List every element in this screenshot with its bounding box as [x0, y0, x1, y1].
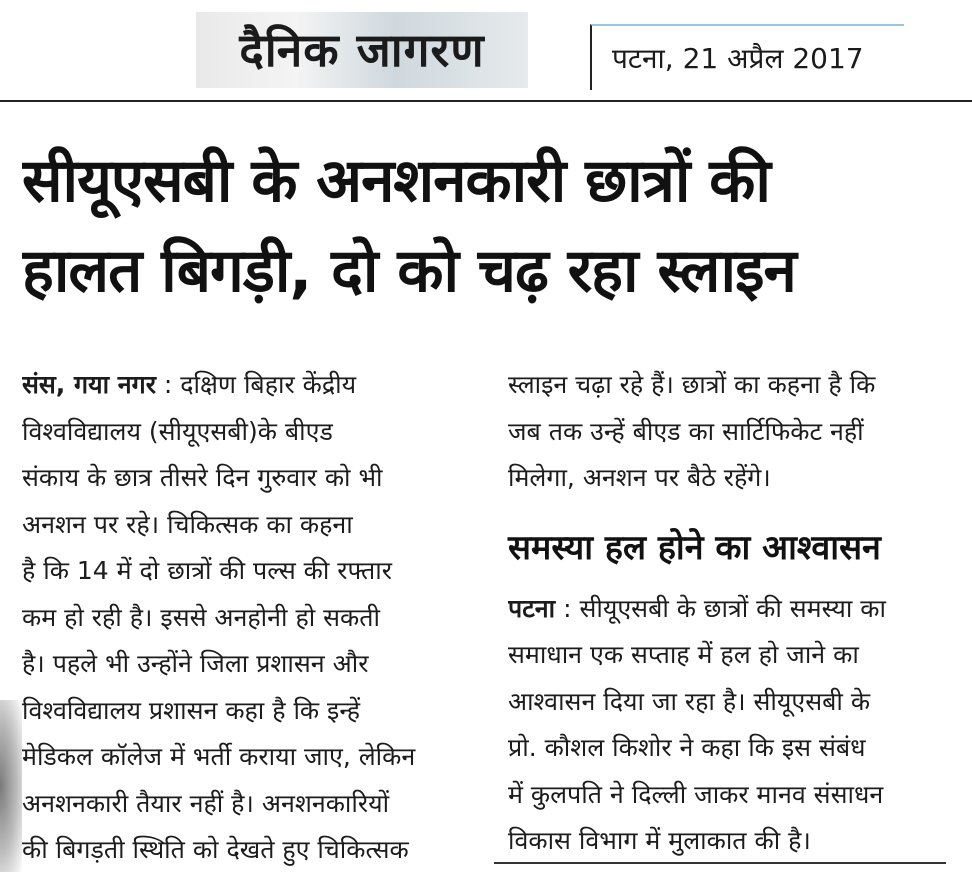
right-byline-line	[508, 586, 953, 633]
left-column-first-line	[22, 362, 480, 409]
body-line: विकास विभाग में मुलाकात की है।	[508, 826, 811, 855]
body-line: समाधान एक सप्ताह में हल हो जाने का	[508, 640, 859, 669]
right-column	[508, 362, 953, 865]
right-byline: पटना	[508, 593, 556, 623]
headline-line-1: सीयूएसबी के अनशनकारी छात्रों की	[22, 146, 770, 216]
body-line: जब तक उन्हें बीएड का सार्टिफिकेट नहीं	[508, 416, 864, 446]
bottom-divider	[494, 862, 946, 864]
body-line: की बिगड़ती स्थिति को देखते हुए चिकित्सक	[22, 835, 409, 864]
masthead-title: दैनिक जागरण	[239, 23, 485, 77]
headline	[22, 136, 957, 316]
dateline: पटना, 21 अप्रैल 2017	[612, 42, 864, 75]
body-line: विश्वविद्यालय (सीयूएसबी)के बीएड	[22, 416, 333, 446]
top-divider	[0, 100, 972, 102]
body-line: प्रो. कौशल किशोर ने कहा कि इस संबंध	[508, 733, 866, 762]
body-line: मिलेगा, अनशन पर बैठे रहेंगे।	[508, 463, 771, 492]
body-line: है। पहले भी उन्होंने जिला प्रशासन और	[22, 649, 369, 678]
sub-headline: समस्या हल होने का आश्वासन	[508, 527, 881, 568]
left-column	[22, 362, 480, 874]
body-line: विश्वविद्यालय प्रशासन कहा है कि इन्हें	[22, 695, 361, 725]
page-edge-shadow	[0, 700, 22, 872]
body-line: है कि 14 में दो छात्रों की पल्स की रफ्तार	[22, 556, 392, 585]
body-line: में कुलपति ने दिल्ली जाकर मानव संसाधन	[508, 779, 884, 809]
left-byline: संस, गया नगर	[22, 370, 156, 399]
body-line: मेडिकल कॉलेज में भर्ती कराया जाए, लेकिन	[22, 742, 416, 771]
body-line: स्लाइन चढ़ा रहे हैं। छात्रों का कहना है कि	[508, 370, 876, 399]
right-byline-text: : सीयूएसबी के छात्रों की समस्या का	[555, 593, 886, 623]
body-line: कम हो रही है। इससे अनहोनी हो सकती	[22, 602, 380, 632]
dateline-box	[590, 24, 904, 90]
body-line: अनशन पर रहे। चिकित्सक का कहना	[22, 509, 353, 539]
headline-line-2: हालत बिगड़ी, दो को चढ़ रहा स्लाइन	[22, 236, 796, 306]
newspaper-masthead	[196, 12, 528, 88]
left-first-line-text: : दक्षिण बिहार केंद्रीय	[155, 370, 357, 399]
body-line: आश्वासन दिया जा रहा है। सीयूएसबी के	[508, 686, 871, 716]
body-line: संकाय के छात्र तीसरे दिन गुरुवार को भी	[22, 463, 383, 492]
body-line: अनशनकारी तैयार नहीं है। अनशनकारियों	[22, 788, 390, 818]
